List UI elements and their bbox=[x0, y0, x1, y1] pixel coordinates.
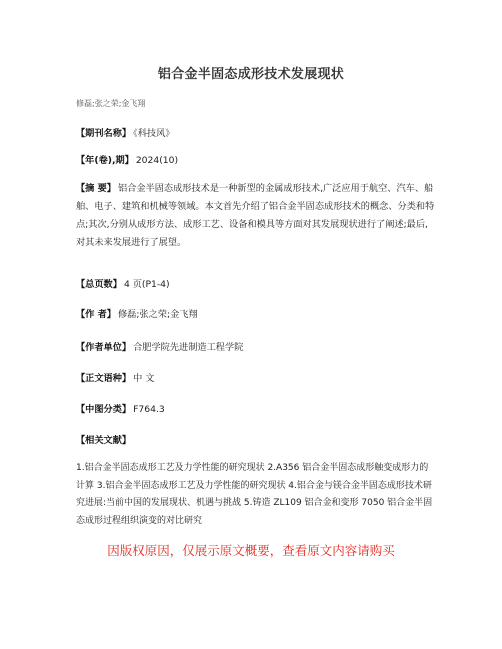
year-issue-field bbox=[76, 152, 436, 170]
affiliation-value: 合肥学院先进制造工程学院 bbox=[133, 342, 244, 353]
pages-value: 4 页(P1-4) bbox=[123, 279, 170, 290]
pages-field bbox=[76, 276, 436, 294]
authors-value: 修磊;张之荣;金飞翔 bbox=[117, 309, 198, 320]
journal-value: 《科技风》 bbox=[133, 128, 175, 139]
authors-line: 修磊;张之荣;金飞翔 bbox=[76, 99, 146, 108]
affiliation-field bbox=[76, 339, 436, 357]
copyright-notice[interactable]: 因版权原因，仅展示原文概要，查看原文内容请购买 bbox=[107, 543, 395, 558]
language-field bbox=[76, 370, 436, 388]
related-label: 【相关文献】 bbox=[76, 435, 132, 446]
year-issue-value: 2024(10) bbox=[135, 155, 179, 166]
classification-value: F764.3 bbox=[133, 404, 165, 415]
authors-field bbox=[76, 306, 436, 324]
related-literature: 1.铝合金半固态成形工艺及力学性能的研究现状 2.A356 铝合金半固态成形触变成形力的计算 3.铝合金半固态成形工艺及力学性能的研究现状 4.铝合金与镁合金半固态成形技术研究进展:当前中国的发展现状、机遇与挑战 5.铸造 ZL109 铝合金和变形 7050 铝合金半固态成形过程组织演变的对比研究 bbox=[76, 463, 433, 526]
classification-field bbox=[76, 401, 436, 419]
document-title: 铝合金半固态成形技术发展现状 bbox=[157, 67, 345, 82]
pages-label: 【总页数】 bbox=[76, 279, 122, 290]
journal-field bbox=[76, 125, 436, 143]
abstract-value: 铝合金半固态成形技术是一种新型的金属成形技术,广泛应用于航空、汽车、船舶、电子、建筑和机械等领域。本文首先介绍了铝合金半固态成形技术的概念、分类和特点;其次,分别从成形方法、成形工艺、设备和模具等方面对其发展现状进行了阐述;最后,对其未来发展进行了展望。 bbox=[76, 183, 435, 248]
year-issue-label: 【年(卷),期】 bbox=[76, 155, 134, 166]
classification-label: 【中图分类】 bbox=[76, 404, 132, 415]
language-label: 【正文语种】 bbox=[76, 373, 132, 384]
journal-label: 【期刊名称】 bbox=[76, 128, 132, 139]
abstract-label: 【摘 要】 bbox=[76, 183, 116, 194]
abstract-field bbox=[76, 180, 436, 252]
affiliation-label: 【作者单位】 bbox=[76, 342, 132, 353]
authors-label: 【作 者】 bbox=[76, 309, 116, 320]
language-value: 中 文 bbox=[133, 373, 155, 384]
